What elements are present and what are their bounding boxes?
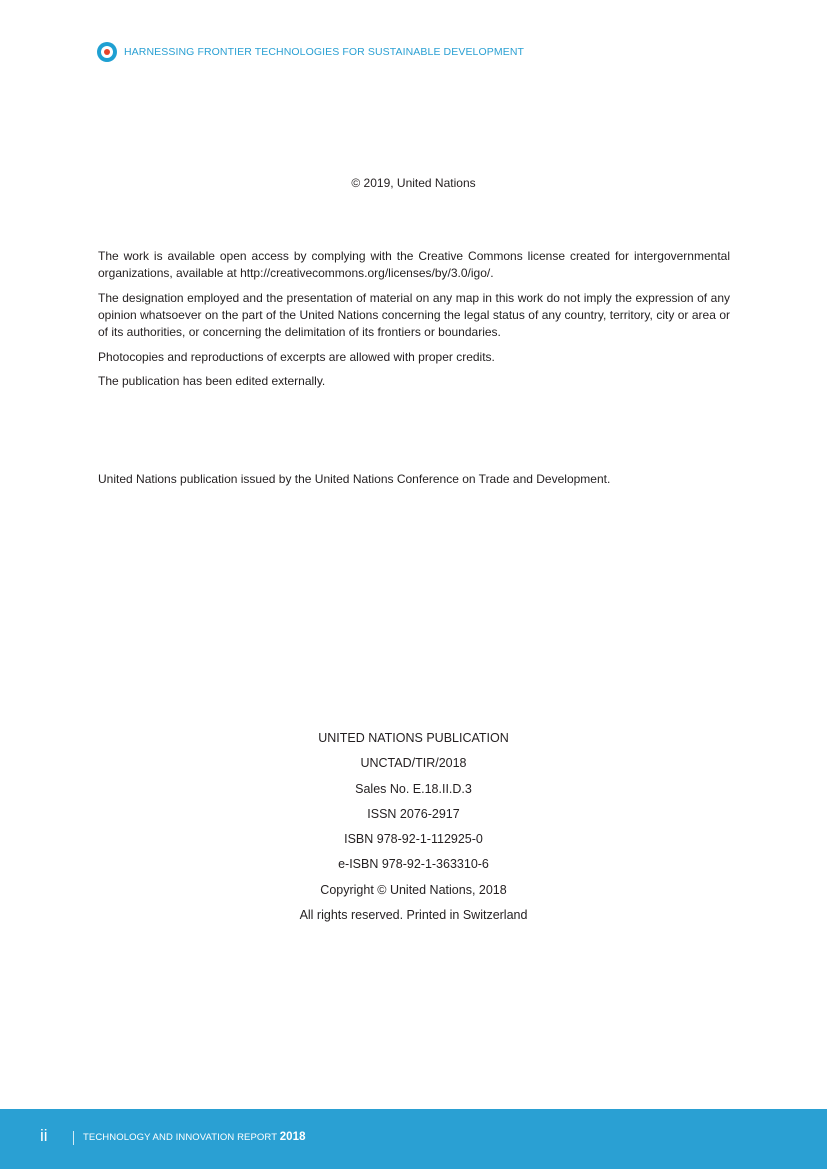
header-title: HARNESSING FRONTIER TECHNOLOGIES FOR SUSTAINABLE DEVELOPMENT	[124, 46, 525, 58]
copyright-line: © 2019, United Nations	[351, 176, 476, 190]
running-header	[97, 42, 524, 62]
issn: ISSN 2076-2917	[367, 806, 460, 821]
issued-by-statement: United Nations publication issued by the United Nations Conference on Trade and Development.	[98, 472, 611, 486]
isbn: ISBN 978-92-1-112925-0	[344, 832, 483, 847]
target-icon	[97, 42, 117, 62]
editing-notice: The publication has been edited externally.	[98, 374, 326, 388]
sales-number: Sales No. E.18.II.D.3	[355, 781, 472, 796]
page-number: ii	[40, 1126, 48, 1145]
publication-type: UNITED NATIONS PUBLICATION	[318, 731, 509, 745]
rights-statement: All rights reserved. Printed in Switzerland	[299, 908, 528, 923]
license-notice: The work is available open access by complying with the Creative Commons license created for intergovernmental organizations, available at http://creativecommons.org/licenses/by/3.0/igo/.	[98, 249, 730, 280]
footer-divider	[73, 1131, 74, 1145]
publication-info	[0, 729, 827, 931]
footer-title-text: TECHNOLOGY AND INNOVATION REPORT	[83, 1132, 280, 1143]
disclaimer-notice: The designation employed and the presentation of material on any map in this work do not imply the expression of any opinion whatsoever on the part of the United Nations concerning the legal status of any country, territory, city or area or of its authorities, or concerning the delimitation of its frontiers or boundaries.	[98, 291, 730, 339]
footer-report-title	[83, 1131, 306, 1143]
document-symbol: UNCTAD/TIR/2018	[360, 756, 467, 771]
e-isbn: e-ISBN 978-92-1-363310-6	[338, 857, 489, 872]
copyright-statement: Copyright © United Nations, 2018	[320, 882, 507, 897]
page-footer	[0, 1109, 827, 1169]
reproduction-notice: Photocopies and reproductions of excerpts are allowed with proper credits.	[98, 350, 495, 364]
footer-report-year: 2018	[279, 1131, 306, 1143]
